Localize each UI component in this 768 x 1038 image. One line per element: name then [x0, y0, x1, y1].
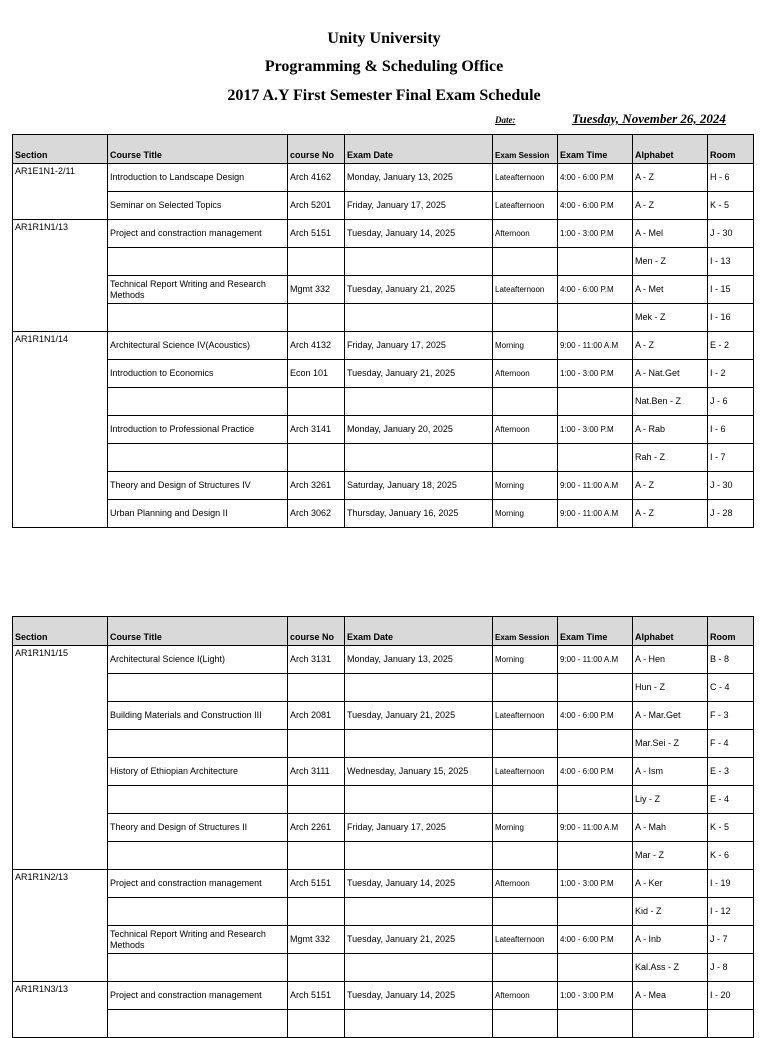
- table-row: [13, 674, 754, 702]
- exam-date-cell: Saturday, January 18, 2025: [345, 472, 493, 500]
- room-cell: I - 15: [708, 276, 754, 304]
- course-no-cell: [288, 304, 345, 332]
- table-row: [13, 332, 754, 360]
- exam-date-cell: Thursday, January 16, 2025: [345, 500, 493, 528]
- course-title-cell: Introduction to Economics: [108, 360, 288, 388]
- course-title-cell: Project and constraction management: [108, 870, 288, 898]
- room-cell: J - 30: [708, 472, 754, 500]
- alphabet-cell: A - Ism: [633, 758, 708, 786]
- table-row: [13, 416, 754, 444]
- room-cell: I - 12: [708, 898, 754, 926]
- exam-date-cell: Monday, January 13, 2025: [345, 164, 493, 192]
- exam-date-cell: Tuesday, January 21, 2025: [345, 276, 493, 304]
- table-row: [13, 842, 754, 870]
- col-header-room: Room: [708, 617, 754, 646]
- course-title-cell: Technical Report Writing and Research Methods: [108, 276, 288, 304]
- exam-session-cell: Afternoon: [493, 220, 558, 248]
- room-cell: J - 8: [708, 954, 754, 982]
- table-row: [13, 730, 754, 758]
- table-row: [13, 898, 754, 926]
- course-title-cell: Urban Planning and Design II: [108, 500, 288, 528]
- alphabet-cell: A - Ker: [633, 870, 708, 898]
- exam-session-cell: Lateafternoon: [493, 164, 558, 192]
- table-row: [13, 388, 754, 416]
- col-header-course-no: course No: [288, 135, 345, 164]
- course-title-cell: [108, 842, 288, 870]
- section-cell: AR1R1N3/13: [13, 982, 108, 1038]
- course-title-cell: [108, 786, 288, 814]
- exam-session-cell: [493, 304, 558, 332]
- exam-time-cell: [558, 444, 633, 472]
- table-row: [13, 220, 754, 248]
- exam-date-cell: [345, 304, 493, 332]
- exam-time-cell: 4:00 - 6:00 P.M: [558, 276, 633, 304]
- course-no-cell: Arch 3131: [288, 646, 345, 674]
- table-row: [13, 926, 754, 954]
- document-title: 2017 A.Y First Semester Final Exam Schedule: [227, 87, 541, 104]
- course-title-cell: History of Ethiopian Architecture: [108, 758, 288, 786]
- course-title-cell: Architectural Science I(Light): [108, 646, 288, 674]
- room-cell: I - 13: [708, 248, 754, 276]
- col-header-exam-session: Exam Session: [493, 617, 558, 646]
- exam-time-cell: 9:00 - 11:00 A.M: [558, 332, 633, 360]
- table-row: [13, 786, 754, 814]
- course-no-cell: Arch 3111: [288, 758, 345, 786]
- alphabet-cell: A - Mel: [633, 220, 708, 248]
- room-cell: I - 6: [708, 416, 754, 444]
- alphabet-cell: Mar - Z: [633, 842, 708, 870]
- exam-date-cell: Tuesday, January 21, 2025: [345, 360, 493, 388]
- table-row: [13, 646, 754, 674]
- room-cell: J - 28: [708, 500, 754, 528]
- table-row: [13, 192, 754, 220]
- course-no-cell: Arch 3261: [288, 472, 345, 500]
- course-title-cell: Building Materials and Construction III: [108, 702, 288, 730]
- col-header-alphabet: Alphabet: [633, 617, 708, 646]
- exam-session-cell: [493, 674, 558, 702]
- course-title-cell: Introduction to Landscape Design: [108, 164, 288, 192]
- course-no-cell: Arch 4162: [288, 164, 345, 192]
- table-row: [13, 248, 754, 276]
- exam-session-cell: Morning: [493, 814, 558, 842]
- exam-session-cell: Lateafternoon: [493, 276, 558, 304]
- alphabet-cell: A - Mah: [633, 814, 708, 842]
- room-cell: F - 3: [708, 702, 754, 730]
- alphabet-cell: Liy - Z: [633, 786, 708, 814]
- table-row: [13, 982, 754, 1010]
- date-label: Date:: [495, 115, 516, 125]
- exam-session-cell: Lateafternoon: [493, 192, 558, 220]
- exam-schedule-table-1: [12, 134, 754, 528]
- col-header-room: Room: [708, 135, 754, 164]
- room-cell: E - 2: [708, 332, 754, 360]
- course-no-cell: [288, 248, 345, 276]
- exam-date-cell: [345, 954, 493, 982]
- exam-session-cell: Afternoon: [493, 360, 558, 388]
- exam-time-cell: 9:00 - 11:00 A.M: [558, 646, 633, 674]
- exam-time-cell: [558, 388, 633, 416]
- course-title-cell: [108, 388, 288, 416]
- room-cell: K - 5: [708, 814, 754, 842]
- alphabet-cell: A - Mea: [633, 982, 708, 1010]
- exam-session-cell: [493, 954, 558, 982]
- exam-date-cell: [345, 674, 493, 702]
- exam-time-cell: 4:00 - 6:00 P.M: [558, 926, 633, 954]
- exam-date-cell: Tuesday, January 14, 2025: [345, 220, 493, 248]
- col-header-section: Section: [13, 617, 108, 646]
- exam-date-cell: Tuesday, January 14, 2025: [345, 982, 493, 1010]
- alphabet-cell: A - Z: [633, 164, 708, 192]
- exam-time-cell: [558, 674, 633, 702]
- col-header-course-no: course No: [288, 617, 345, 646]
- exam-date-cell: [345, 898, 493, 926]
- exam-date-cell: [345, 248, 493, 276]
- exam-session-cell: [493, 388, 558, 416]
- date-value: Tuesday, November 26, 2024: [572, 111, 726, 126]
- exam-time-cell: 1:00 - 3:00 P.M: [558, 360, 633, 388]
- exam-session-cell: Morning: [493, 472, 558, 500]
- alphabet-cell: Mar.Sei - Z: [633, 730, 708, 758]
- exam-session-cell: Afternoon: [493, 870, 558, 898]
- alphabet-cell: Mek - Z: [633, 304, 708, 332]
- exam-session-cell: [493, 842, 558, 870]
- exam-time-cell: 4:00 - 6:00 P.M: [558, 164, 633, 192]
- course-no-cell: Mgmt 332: [288, 926, 345, 954]
- exam-date-cell: Friday, January 17, 2025: [345, 814, 493, 842]
- course-title-cell: [108, 898, 288, 926]
- course-no-cell: [288, 954, 345, 982]
- alphabet-cell: A - Rab: [633, 416, 708, 444]
- course-no-cell: Arch 2261: [288, 814, 345, 842]
- exam-date-cell: [345, 730, 493, 758]
- course-title-cell: [108, 730, 288, 758]
- alphabet-cell: A - Z: [633, 500, 708, 528]
- room-cell: E - 4: [708, 786, 754, 814]
- room-cell: H - 6: [708, 164, 754, 192]
- section-cell: AR1R1N2/13: [13, 870, 108, 982]
- table-row: [13, 472, 754, 500]
- alphabet-cell: Rah - Z: [633, 444, 708, 472]
- exam-session-cell: Morning: [493, 332, 558, 360]
- course-title-cell: Seminar on Selected Topics: [108, 192, 288, 220]
- col-header-exam-date: Exam Date: [345, 135, 493, 164]
- room-cell: E - 3: [708, 758, 754, 786]
- table-row: [13, 304, 754, 332]
- exam-date-cell: Tuesday, January 21, 2025: [345, 926, 493, 954]
- exam-date-cell: [345, 388, 493, 416]
- col-header-course-title: Course Title: [108, 135, 288, 164]
- alphabet-cell: A - Z: [633, 332, 708, 360]
- room-cell: J - 30: [708, 220, 754, 248]
- exam-date-cell: Tuesday, January 14, 2025: [345, 870, 493, 898]
- exam-session-cell: Lateafternoon: [493, 758, 558, 786]
- alphabet-cell: Kid - Z: [633, 898, 708, 926]
- course-title-cell: [108, 954, 288, 982]
- exam-session-cell: Afternoon: [493, 982, 558, 1010]
- course-no-cell: [288, 786, 345, 814]
- table-row: [13, 954, 754, 982]
- table-row: [13, 360, 754, 388]
- exam-time-cell: [558, 954, 633, 982]
- alphabet-cell: A - Hen: [633, 646, 708, 674]
- exam-time-cell: [558, 786, 633, 814]
- alphabet-cell: Nat.Ben - Z: [633, 388, 708, 416]
- section-cell: AR1R1N1/13: [13, 220, 108, 332]
- course-no-cell: Arch 5151: [288, 220, 345, 248]
- course-title-cell: [108, 674, 288, 702]
- course-title-cell: Project and constraction management: [108, 220, 288, 248]
- course-no-cell: [288, 842, 345, 870]
- course-no-cell: Econ 101: [288, 360, 345, 388]
- course-no-cell: Arch 5151: [288, 870, 345, 898]
- course-no-cell: Arch 3062: [288, 500, 345, 528]
- room-cell: I - 2: [708, 360, 754, 388]
- course-title-cell: Architectural Science IV(Acoustics): [108, 332, 288, 360]
- room-cell: B - 8: [708, 646, 754, 674]
- exam-time-cell: 9:00 - 11:00 A.M: [558, 814, 633, 842]
- course-title-cell: Project and constraction management: [108, 982, 288, 1010]
- room-cell: I - 16: [708, 304, 754, 332]
- alphabet-cell: A - Z: [633, 472, 708, 500]
- room-cell: F - 4: [708, 730, 754, 758]
- course-no-cell: Arch 3141: [288, 416, 345, 444]
- exam-schedule-table-2: [12, 616, 754, 1038]
- exam-date-cell: Tuesday, January 21, 2025: [345, 702, 493, 730]
- exam-session-cell: [493, 786, 558, 814]
- table-row: [13, 444, 754, 472]
- table-row: [13, 814, 754, 842]
- course-title-cell: [108, 444, 288, 472]
- course-no-cell: Arch 5201: [288, 192, 345, 220]
- exam-time-cell: [558, 730, 633, 758]
- course-no-cell: [288, 730, 345, 758]
- exam-session-cell: [493, 898, 558, 926]
- exam-time-cell: 1:00 - 3:00 P.M: [558, 982, 633, 1010]
- exam-session-cell: [493, 248, 558, 276]
- room-cell: J - 7: [708, 926, 754, 954]
- course-title-cell: Technical Report Writing and Research Methods: [108, 926, 288, 954]
- exam-session-cell: Lateafternoon: [493, 702, 558, 730]
- room-cell: C - 4: [708, 674, 754, 702]
- course-title-cell: Theory and Design of Structures II: [108, 814, 288, 842]
- exam-session-cell: [493, 730, 558, 758]
- exam-time-cell: [558, 898, 633, 926]
- exam-date-cell: Monday, January 13, 2025: [345, 646, 493, 674]
- col-header-exam-time: Exam Time: [558, 135, 633, 164]
- table-row: [13, 870, 754, 898]
- room-cell: I - 19: [708, 870, 754, 898]
- table-row: [13, 500, 754, 528]
- university-name: Unity University: [327, 30, 441, 47]
- col-header-exam-date: Exam Date: [345, 617, 493, 646]
- course-title-cell: Introduction to Professional Practice: [108, 416, 288, 444]
- exam-time-cell: 9:00 - 11:00 A.M: [558, 500, 633, 528]
- alphabet-cell: A - Z: [633, 192, 708, 220]
- course-no-cell: Arch 4132: [288, 332, 345, 360]
- exam-time-cell: [558, 248, 633, 276]
- table-row: [13, 702, 754, 730]
- exam-time-cell: 1:00 - 3:00 P.M: [558, 870, 633, 898]
- col-header-section: Section: [13, 135, 108, 164]
- exam-date-cell: [345, 842, 493, 870]
- room-cell: I - 20: [708, 982, 754, 1010]
- exam-time-cell: 4:00 - 6:00 P.M: [558, 192, 633, 220]
- alphabet-cell: A - Met: [633, 276, 708, 304]
- alphabet-cell: Men - Z: [633, 248, 708, 276]
- alphabet-cell: A - Mar.Get: [633, 702, 708, 730]
- room-cell: I - 7: [708, 444, 754, 472]
- exam-time-cell: [558, 304, 633, 332]
- exam-session-cell: Lateafternoon: [493, 926, 558, 954]
- exam-session-cell: Afternoon: [493, 416, 558, 444]
- office-name: Programming & Scheduling Office: [264, 58, 504, 75]
- exam-time-cell: 4:00 - 6:00 P.M: [558, 702, 633, 730]
- exam-session-cell: Morning: [493, 646, 558, 674]
- section-cell: AR1R1N1/14: [13, 332, 108, 528]
- table-header-row: [13, 617, 754, 646]
- exam-time-cell: 9:00 - 11:00 A.M: [558, 472, 633, 500]
- room-cell: K - 5: [708, 192, 754, 220]
- exam-date-cell: Friday, January 17, 2025: [345, 192, 493, 220]
- section-cell: AR1R1N1/15: [13, 646, 108, 870]
- table-row: [13, 164, 754, 192]
- exam-date-cell: Friday, January 17, 2025: [345, 332, 493, 360]
- exam-date-cell: [345, 444, 493, 472]
- col-header-exam-time: Exam Time: [558, 617, 633, 646]
- course-no-cell: Arch 2081: [288, 702, 345, 730]
- alphabet-cell: Kal.Ass - Z: [633, 954, 708, 982]
- alphabet-cell: A - Nat.Get: [633, 360, 708, 388]
- col-header-course-title: Course Title: [108, 617, 288, 646]
- alphabet-cell: A - Inb: [633, 926, 708, 954]
- course-title-cell: Theory and Design of Structures IV: [108, 472, 288, 500]
- course-title-cell: [108, 248, 288, 276]
- course-no-cell: [288, 674, 345, 702]
- course-no-cell: Arch 5151: [288, 982, 345, 1010]
- table-row: [13, 276, 754, 304]
- exam-time-cell: 1:00 - 3:00 P.M: [558, 220, 633, 248]
- course-no-cell: [288, 444, 345, 472]
- course-title-cell: [108, 304, 288, 332]
- room-cell: J - 6: [708, 388, 754, 416]
- exam-time-cell: 4:00 - 6:00 P.M: [558, 758, 633, 786]
- course-no-cell: [288, 388, 345, 416]
- table-row: [13, 758, 754, 786]
- course-no-cell: Mgmt 332: [288, 276, 345, 304]
- col-header-exam-session: Exam Session: [493, 135, 558, 164]
- exam-date-cell: Monday, January 20, 2025: [345, 416, 493, 444]
- course-no-cell: [288, 898, 345, 926]
- table-header-row: [13, 135, 754, 164]
- section-cell: AR1E1N1-2/11: [13, 164, 108, 220]
- exam-session-cell: [493, 444, 558, 472]
- exam-time-cell: 1:00 - 3:00 P.M: [558, 416, 633, 444]
- exam-date-cell: Wednesday, January 15, 2025: [345, 758, 493, 786]
- alphabet-cell: Hun - Z: [633, 674, 708, 702]
- room-cell: K - 6: [708, 842, 754, 870]
- exam-date-cell: [345, 786, 493, 814]
- exam-session-cell: Morning: [493, 500, 558, 528]
- col-header-alphabet: Alphabet: [633, 135, 708, 164]
- exam-time-cell: [558, 842, 633, 870]
